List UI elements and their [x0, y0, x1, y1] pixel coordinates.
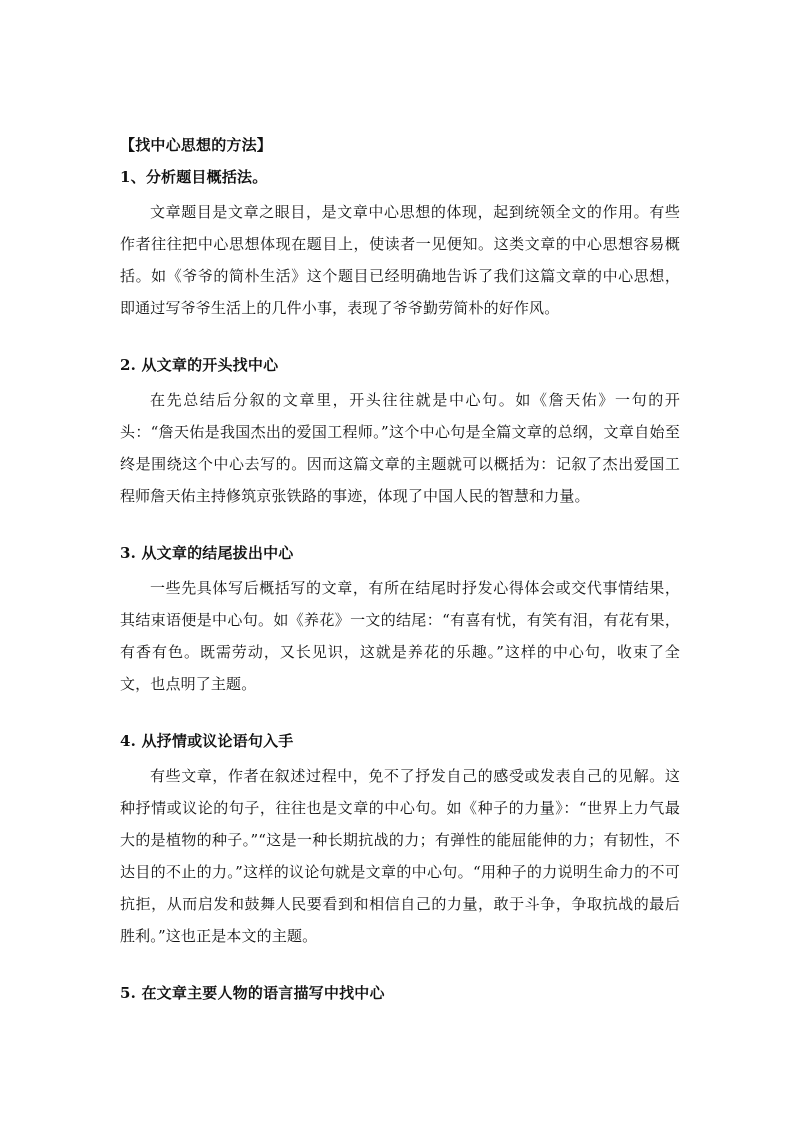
document-title: 【找中心思想的方法】	[120, 136, 273, 154]
section-1-heading: 1、分析题目概括法。	[120, 168, 268, 186]
section-1-paragraph: 文章题目是文章之眼目，是文章中心思想的体现，起到统领全文的作用。有些作者往往把中心思想体现在题目上，使读者一见便知。这类文章的中心思想容易概括。如《爷爷的简朴生活》这个题目已经明确地告诉了我们这篇文章的中心思想，即通过写爷爷生活上的几件小事，表现了爷爷勤劳简朴的好作风。	[120, 203, 680, 317]
section-2-paragraph: 在先总结后分叙的文章里，开头往往就是中心句。如《詹天佑》一句的开头：“詹天佑是我国杰出的爱国工程师。”这个中心句是全篇文章的总纲，文章自始至终是围绕这个中心去写的。因而这篇文章的主题就可以概括为：记叙了杰出爱国工程师詹天佑主持修筑京张铁路的事迹，体现了中国人民的智慧和力量。	[120, 391, 680, 505]
spacer	[120, 952, 680, 980]
document-body	[120, 132, 680, 1006]
spacer	[120, 700, 680, 728]
section-5-heading: 5. 在文章主要人物的语言描写中找中心	[120, 984, 385, 1002]
spacer	[120, 324, 680, 352]
section-3-paragraph: 一些先具体写后概括写的文章，有所在结尾时抒发心得体会或交代事情结果，其结束语便是中心句。如《养花》一文的结尾：“有喜有忧，有笑有泪，有花有果，有香有色。既需劳动，又长见识，这就是养花的乐趣。”这样的中心句，收束了全文，也点明了主题。	[120, 579, 680, 693]
spacer	[120, 512, 680, 540]
section-4-heading: 4. 从抒情或议论语句入手	[120, 732, 294, 750]
section-4-paragraph: 有些文章，作者在叙述过程中，免不了抒发自己的感受或发表自己的见解。这种抒情或议论的句子，往往也是文章的中心句。如《种子的力量》：“世界上力气最大的是植物的种子。”“这是一种长期抗战的力；有弹性的能屈能伸的力；有韧性，不达目的不止的力。”这样的议论句就是文章的中心句。“用种子的力说明生命力的不可抗拒，从而启发和鼓舞人民要看到和相信自己的力量，敢于斗争，争取抗战的最后胜利。”这也正是本文的主题。	[120, 767, 680, 945]
section-2-heading: 2. 从文章的开头找中心	[120, 356, 279, 374]
section-3-heading: 3. 从文章的结尾拔出中心	[120, 544, 294, 562]
